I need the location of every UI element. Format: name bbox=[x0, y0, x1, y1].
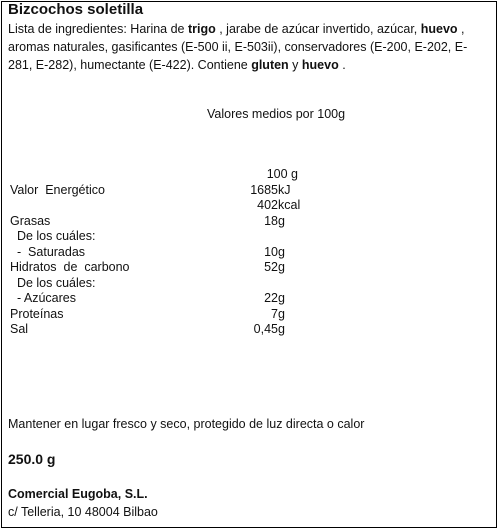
nutrient-value: 0,45 bbox=[253, 322, 278, 336]
ingredients-text: , jarabe de azúcar invertido, azúcar, bbox=[215, 22, 421, 36]
nutrient-label: - Azúcares bbox=[10, 291, 76, 305]
nutrition-row bbox=[0, 183, 500, 199]
nutrient-label: - Saturadas bbox=[10, 244, 86, 259]
per-amount: 100 g bbox=[266, 167, 298, 181]
nutrition-row bbox=[0, 214, 500, 230]
nutrient-unit: kcal bbox=[278, 198, 301, 212]
nutrient-label: Sal bbox=[10, 322, 29, 336]
company-address: c/ Telleria, 10 48004 Bilbao bbox=[8, 505, 158, 519]
nutrient-unit: g bbox=[278, 213, 285, 228]
ingredients-list bbox=[8, 20, 484, 74]
ingredients-text: Lista de ingredientes: Harina de bbox=[8, 22, 188, 36]
nutrient-value: 52 bbox=[264, 260, 278, 274]
nutrient-value: 18 bbox=[264, 213, 278, 228]
net-weight: 250.0 g bbox=[8, 451, 56, 467]
nutrition-row bbox=[0, 276, 500, 292]
nutrient-unit: g bbox=[278, 260, 285, 274]
allergen-trigo: trigo bbox=[187, 22, 216, 36]
nutrient-label: De los cuáles: bbox=[10, 229, 96, 243]
nutrition-row bbox=[0, 245, 500, 261]
nutrient-label: Proteínas bbox=[10, 306, 64, 321]
nutrient-label: Valor Energético bbox=[10, 182, 105, 197]
nutrient-value: 7 bbox=[271, 306, 278, 321]
nutrient-value: 1685 bbox=[250, 182, 278, 197]
product-title: Bizcochos soletilla bbox=[8, 1, 144, 18]
nutrition-row bbox=[0, 198, 500, 214]
nutrition-row bbox=[0, 260, 500, 276]
nutrient-unit: kJ bbox=[278, 182, 291, 197]
nutrient-unit: g bbox=[278, 244, 285, 259]
nutrient-unit: g bbox=[278, 322, 285, 336]
nutrient-unit: g bbox=[278, 291, 285, 305]
allergen-huevo: huevo bbox=[420, 22, 458, 36]
nutrient-value: 10 bbox=[264, 244, 278, 259]
ingredients-text: y bbox=[288, 58, 302, 72]
nutrition-table bbox=[0, 167, 500, 338]
nutrient-value: 402 bbox=[257, 198, 278, 212]
nutrition-row bbox=[0, 322, 500, 338]
nutrition-row bbox=[0, 291, 500, 307]
allergen-huevo: huevo bbox=[301, 58, 339, 72]
nutrient-value: 22 bbox=[264, 291, 278, 305]
nutrition-per-row bbox=[0, 167, 500, 183]
storage-instructions: Mantener en lugar fresco y seco, protegido de luz directa o calor bbox=[8, 417, 365, 431]
nutrition-row bbox=[0, 307, 500, 323]
ingredients-text: , aromas naturales, gasificantes (E-500 ii, E-503ii), conservadores (E-200, E-202, E-281, E-282), humectante (E-422). Contiene bbox=[8, 22, 468, 72]
nutrition-row bbox=[0, 229, 500, 245]
nutrient-label: De los cuáles: bbox=[10, 275, 96, 290]
ingredients-text: . bbox=[338, 58, 346, 72]
nutrient-label: Grasas bbox=[10, 213, 51, 228]
company-name: Comercial Eugoba, S.L. bbox=[8, 487, 148, 501]
allergen-gluten: gluten bbox=[251, 58, 289, 72]
nutrient-unit: g bbox=[278, 306, 285, 321]
nutrient-label: Hidratos de carbono bbox=[10, 260, 130, 274]
nutrition-header: Valores medios por 100g bbox=[207, 107, 346, 121]
